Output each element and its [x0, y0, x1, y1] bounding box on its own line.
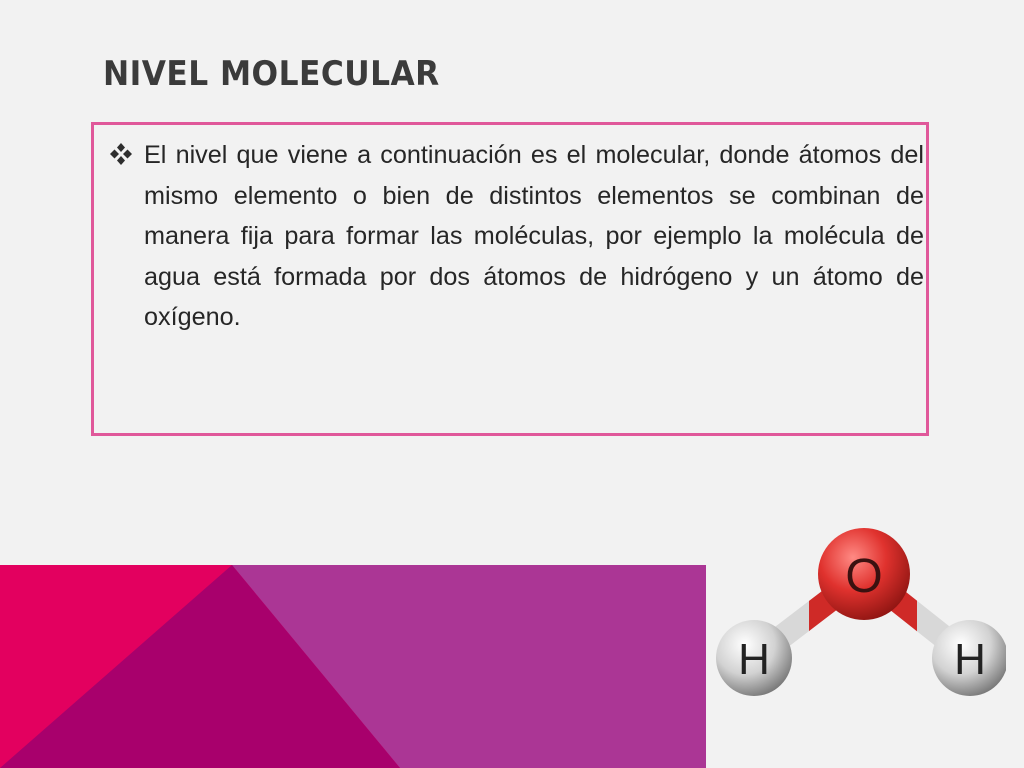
water-molecule-image: [706, 520, 1006, 698]
decorative-shapes: [0, 565, 706, 768]
hydrogen-atom-left-label: H: [738, 635, 770, 684]
content-box: [91, 122, 929, 436]
hydrogen-atom-left: [716, 620, 792, 696]
hydrogen-atom-right-label: H: [954, 635, 986, 684]
oxygen-atom: [818, 528, 910, 620]
diamond-bullet-icon: [108, 141, 134, 167]
slide-title: NIVEL MOLECULAR: [103, 54, 440, 94]
bullet-text: El nivel que viene a continuación es el molecular, donde átomos del mismo elemento o bien de distintos elementos se combinan de manera fija para formar las moléculas, por ejemplo la molécula de agua está formada por dos átomos de hidrógeno y un átomo de oxígeno.: [144, 141, 924, 331]
hydrogen-atom-right: [932, 620, 1006, 696]
oxygen-atom-label: O: [845, 550, 883, 603]
